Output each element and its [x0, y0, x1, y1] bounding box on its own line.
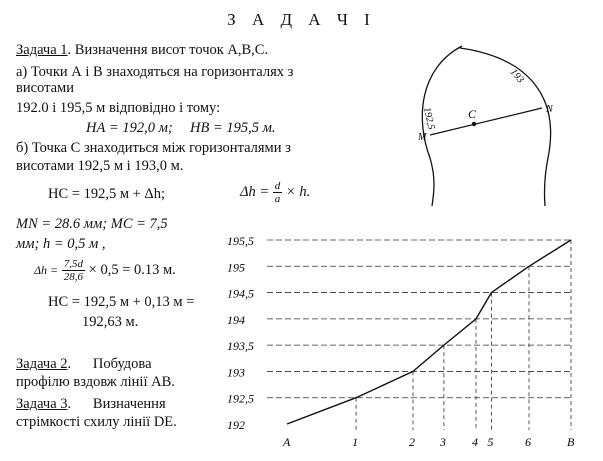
profile-line — [287, 240, 571, 424]
task2-label: Задача 2 — [16, 356, 68, 372]
contour-map — [410, 38, 603, 208]
dh-lhs: Δh = — [240, 183, 270, 200]
x-label-B: B — [567, 435, 575, 449]
profile-verticals — [356, 240, 571, 430]
y-tick-label: 192,5 — [227, 391, 254, 406]
y-tick-label: 195,5 — [227, 234, 254, 248]
profile-chart — [225, 222, 595, 457]
measure-line2: мм; h = 0,5 м , — [16, 236, 106, 252]
hc-result-line2: 192,63 м. — [82, 314, 139, 330]
x-label-6: 6 — [524, 435, 531, 449]
task1-heading-rest: . Визначення висот точок А,В,С. — [67, 42, 269, 58]
dh-den: a — [274, 193, 281, 205]
calc-fraction — [62, 258, 85, 283]
x-label-5: 5 — [487, 435, 494, 449]
contour-left-label: 192,5 — [421, 106, 437, 131]
task3-line2: стрімкості схилу лінії DE. — [16, 414, 177, 430]
task1-a-line2: висотами — [16, 80, 74, 96]
calc-num: 7,5d — [63, 258, 84, 270]
profile-grid — [267, 240, 571, 398]
point-c-label: C — [468, 107, 477, 121]
profile-x-labels — [282, 435, 575, 449]
contour-193 — [460, 48, 551, 206]
y-tick-label: 193 — [227, 365, 245, 380]
task1-b-line2: висотами 192,5 м і 193,0 м. — [16, 158, 184, 174]
hc-result-line1: HC = 192,5 м + 0,13 м = — [48, 294, 195, 310]
line-mn — [430, 108, 542, 135]
task3-rest: . Визначення — [67, 396, 166, 412]
task2-rest: . Побудова — [67, 356, 152, 372]
y-tick-label: 193,5 — [227, 339, 254, 354]
page-title: З А Д А Ч І — [227, 10, 376, 29]
y-tick-label: 194 — [227, 312, 245, 327]
task1-b-line1: б) Точка С знаходиться між горизонталями з — [16, 140, 291, 156]
y-tick-label: 192 — [227, 418, 245, 432]
profile-y-labels — [227, 234, 254, 432]
point-n-label: N — [546, 104, 553, 115]
calc-den: 28,6 — [63, 271, 84, 283]
calc-formula — [34, 258, 176, 283]
task1-a-line1: а) Точки А і В знаходяться на горизонталях з — [16, 64, 294, 80]
x-label-3: 3 — [439, 435, 446, 449]
task1-label: Задача 1 — [16, 42, 68, 58]
point-c-marker — [472, 122, 476, 126]
dh-fraction — [273, 180, 283, 205]
calc-rest: × 0,5 = 0.13 м. — [88, 261, 176, 278]
task1-a-line3: 192.0 і 195,5 м відповідно і тому: — [16, 100, 221, 116]
x-label-A: A — [283, 435, 291, 449]
dh-rest: × h. — [285, 183, 311, 200]
y-tick-label: 195 — [227, 260, 245, 275]
task3-line1 — [16, 396, 166, 413]
x-label-1: 1 — [352, 435, 359, 449]
ha-value: HА = 192,0 м; — [86, 120, 173, 136]
hb-value: HВ = 195,5 м. — [190, 120, 276, 136]
x-label-2: 2 — [408, 435, 415, 449]
x-label-4: 4 — [471, 435, 478, 449]
measure-line1: MN = 28.6 мм; MC = 7,5 — [16, 216, 168, 232]
task1-heading — [16, 42, 268, 59]
y-tick-label: 194,5 — [227, 286, 254, 301]
dh-num: d — [274, 180, 281, 192]
task2-line1 — [16, 356, 152, 373]
point-m-label: M — [418, 132, 427, 143]
contour-right-label: 193 — [507, 66, 526, 86]
task3-label: Задача 3 — [16, 396, 68, 412]
dh-formula — [240, 180, 310, 205]
calc-lhs: Δh = — [34, 262, 59, 277]
task2-line2: профілю вздовж лінії АВ. — [16, 374, 175, 390]
hc-formula: HC = 192,5 м + Δh; — [48, 186, 166, 202]
